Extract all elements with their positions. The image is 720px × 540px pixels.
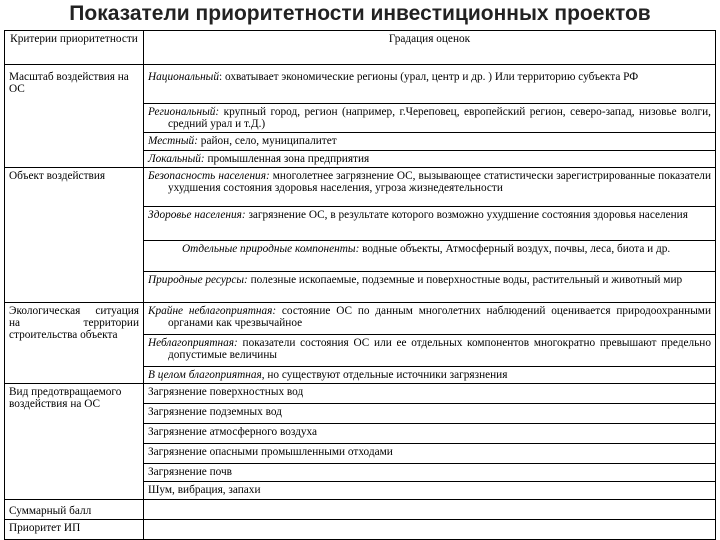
- grade-cell: Национальный: охватывает экономические регионы (урал, центр и др. ) Или территорию субъекта РФ: [144, 65, 716, 104]
- total-score-value: [144, 500, 716, 520]
- priority-label: Приоритет ИП: [5, 520, 144, 540]
- grade-cell: Отдельные природные компоненты: водные объекты, Атмосферный воздух, почвы, леса, биота и др.: [144, 241, 716, 272]
- grade-cell: Локальный: промышленная зона предприятия: [144, 151, 716, 168]
- header-criteria: Критерии приоритетности: [5, 31, 144, 65]
- slide-title: Показатели приоритетности инвестиционных проектов: [69, 2, 651, 25]
- grade-cell: Здоровье населения: загрязнение ОС, в результате которого возможно ухудшение состояния здоровья населения: [144, 207, 716, 241]
- total-score-label: Суммарный балл: [5, 500, 144, 520]
- grade-cell: В целом благоприятная, но существуют отдельные источники загрязнения: [144, 367, 716, 384]
- table-row: [5, 303, 716, 335]
- criterion-cell: Масштаб воздействия на ОС: [5, 65, 144, 168]
- grade-cell: Загрязнение атмосферного воздуха: [144, 424, 716, 444]
- criterion-cell: Вид предотвращаемого воздействия на ОС: [5, 384, 144, 500]
- grade-cell: Местный: район, село, муниципалитет: [144, 133, 716, 151]
- table-row: [5, 384, 716, 404]
- table-row: [5, 500, 716, 520]
- grade-cell: Шум, вибрация, запахи: [144, 482, 716, 500]
- table-header-row: [5, 31, 716, 65]
- table-row: [5, 65, 716, 104]
- grade-cell: Загрязнение поверхностных вод: [144, 384, 716, 404]
- grade-cell: Безопасность населения: многолетнее загрязнение ОС, вызывающее статистически зарегистрированные показатели ухудшения состояния здоровья населения, угроза жизнедеятельности: [144, 168, 716, 207]
- table-row: [5, 168, 716, 207]
- grade-cell: Крайне неблагоприятная: состояние ОС по данным многолетних наблюдений оценивается природоохранными органами как чрезвычайное: [144, 303, 716, 335]
- grade-cell: Загрязнение опасными промышленными отходами: [144, 444, 716, 464]
- grade-cell: Природные ресурсы: полезные ископаемые, подземные и поверхностные воды, растительный и животный мир: [144, 272, 716, 303]
- header-grades: Градация оценок: [144, 31, 716, 65]
- criterion-cell: Объект воздействия: [5, 168, 144, 303]
- priority-value: [144, 520, 716, 540]
- grade-cell: Загрязнение почв: [144, 464, 716, 482]
- grade-cell: Неблагоприятная: показатели состояния ОС или ее отдельных компонентов многократно превышают предельно допустимые величины: [144, 335, 716, 367]
- grade-cell: Загрязнение подземных вод: [144, 404, 716, 424]
- priority-table: [4, 30, 716, 540]
- grade-cell: Региональный: крупный город, регион (например, г.Череповец, европейский регион, северо-запад, низовье волги, средний урал и т.Д.): [144, 104, 716, 133]
- criterion-cell: Экологическая ситуация на территории строительства объекта: [5, 303, 144, 384]
- table-row: [5, 520, 716, 540]
